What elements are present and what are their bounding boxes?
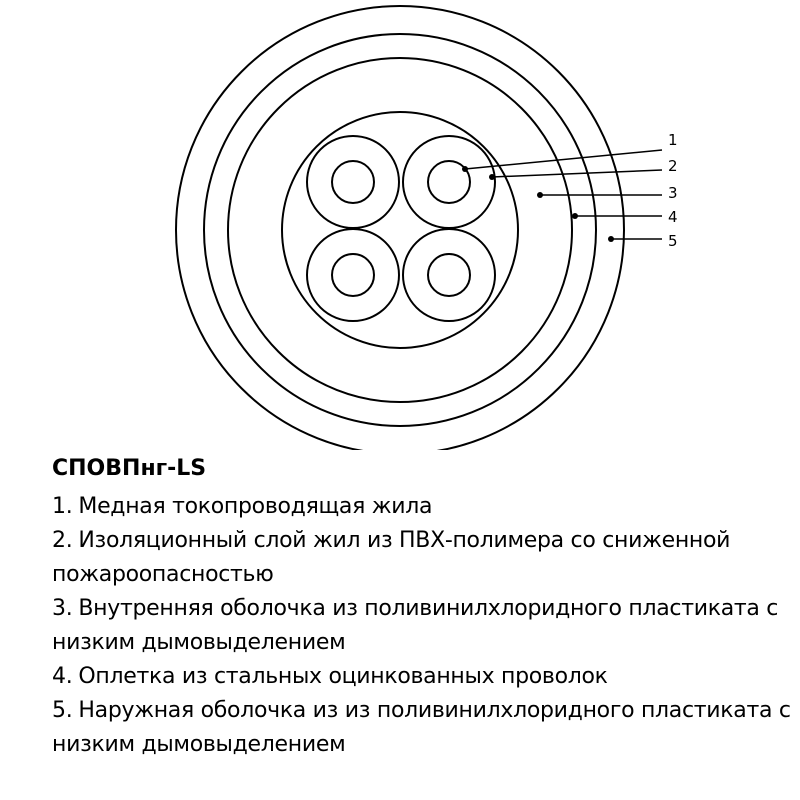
legend-item-text: Изоляционный слой жил из ПВХ-полимера со сниженной пожароопасностью xyxy=(52,528,731,587)
inner-sheath-ring xyxy=(282,112,518,348)
legend-item-2 xyxy=(52,524,792,592)
conductor-top-left xyxy=(307,136,399,228)
legend-item-text: Медная токопроводящая жила xyxy=(78,494,433,519)
callout-number-2: 2 xyxy=(668,157,678,175)
outer-sheath-inner-ring xyxy=(204,34,596,426)
conductor-insulation xyxy=(307,229,399,321)
outer-sheath-outer-ring xyxy=(176,6,624,450)
leader-5 xyxy=(608,236,662,242)
leader-2 xyxy=(489,170,662,180)
conductor-top-right xyxy=(403,136,495,228)
conductor-core xyxy=(428,254,470,296)
legend-item-number: 3. xyxy=(52,596,73,621)
legend-item-number: 1. xyxy=(52,494,73,519)
conductor-insulation xyxy=(307,136,399,228)
legend-item-text: Наружная оболочка из из поливинилхлоридного пластиката с низким дымовыделением xyxy=(52,698,791,757)
conductor-core xyxy=(332,161,374,203)
conductor-bottom-left xyxy=(307,229,399,321)
callout-number-1: 1 xyxy=(668,131,678,149)
legend-item-number: 4. xyxy=(52,664,73,689)
conductor-core xyxy=(332,254,374,296)
callout-number-5: 5 xyxy=(668,232,678,250)
legend-item-number: 2. xyxy=(52,528,73,553)
legend-item-4 xyxy=(52,660,792,694)
conductor-insulation xyxy=(403,229,495,321)
legend-item-5 xyxy=(52,694,792,762)
legend-item-text: Оплетка из стальных оцинкованных проволок xyxy=(78,664,608,689)
conductor-bottom-right xyxy=(403,229,495,321)
cable-type-title: СПОВПнг-LS xyxy=(52,456,207,481)
callout-number-4: 4 xyxy=(668,208,678,226)
conductor-insulation xyxy=(403,136,495,228)
legend-item-1 xyxy=(52,490,792,524)
legend-list xyxy=(52,490,792,762)
callout-number-3: 3 xyxy=(668,184,678,202)
leader-3 xyxy=(537,192,662,198)
legend-item-number: 5. xyxy=(52,698,73,723)
braid-ring xyxy=(228,58,572,402)
legend xyxy=(52,454,792,762)
legend-item-3 xyxy=(52,592,792,660)
legend-item-text: Внутренняя оболочка из поливинилхлоридного пластиката с низким дымовыделением xyxy=(52,596,779,655)
leader-4 xyxy=(572,213,662,219)
